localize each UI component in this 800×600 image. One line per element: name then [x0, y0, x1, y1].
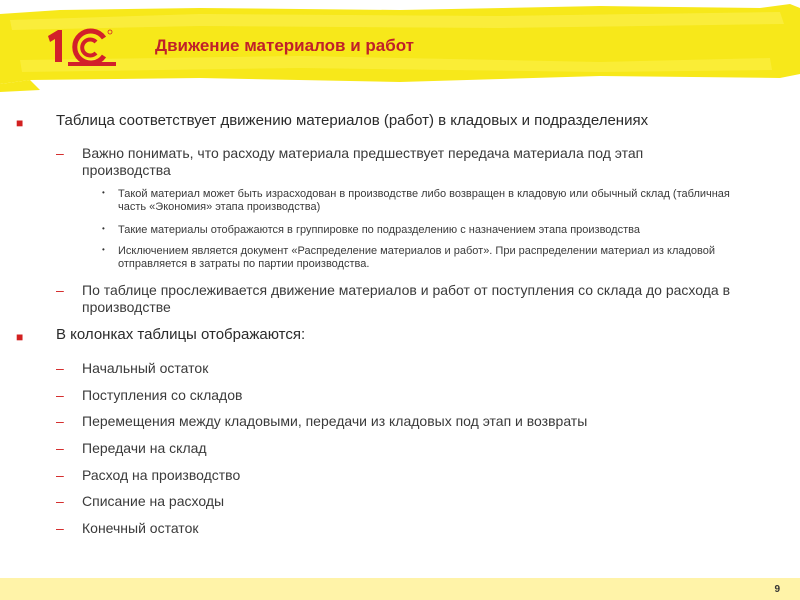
list-item-level1: В колонках таблицы отображаются:: [56, 326, 306, 343]
bullet-icon: –: [56, 282, 64, 298]
bullet-icon: ■: [16, 116, 24, 130]
bullet-icon: –: [56, 413, 64, 429]
footer-bar: [0, 578, 800, 600]
bullet-icon: •: [102, 188, 105, 197]
list-item-level3: Такие материалы отображаются в группировке по подразделению с назначением этапа производства: [118, 224, 640, 236]
list-item-level2: Расход на производство: [82, 467, 241, 483]
list-item-level2: Важно понимать, что расходу материала предшествует передача материала под этап производства: [82, 145, 644, 178]
bullet-icon: –: [56, 440, 64, 456]
list-item-level3: Такой материал может быть израсходован в производстве либо возвращен в кладовую или обычный склад (табличная часть «Экономия» этапа производства): [118, 188, 730, 214]
bullet-icon: –: [56, 520, 64, 536]
list-item-level2: Списание на расходы: [82, 493, 225, 509]
bullet-icon: ■: [16, 330, 24, 344]
list-item-level2: Поступления со складов: [82, 387, 243, 403]
bullet-icon: –: [56, 387, 64, 403]
list-item-level2: По таблице прослеживается движение материалов и работ от поступления со склада до расхода в производстве: [82, 282, 731, 315]
bullet-icon: –: [56, 467, 64, 483]
bullet-icon: •: [102, 224, 105, 233]
list-item-level2: Начальный остаток: [82, 360, 209, 376]
bullet-icon: –: [56, 360, 64, 376]
bullet-icon: –: [56, 145, 64, 161]
list-item-level2: Передачи на склад: [82, 440, 207, 456]
bullet-icon: –: [56, 493, 64, 509]
list-item-level2: Перемещения между кладовыми, передачи из кладовых под этап и возвраты: [82, 413, 588, 429]
list-item-level2: Конечный остаток: [82, 520, 199, 536]
slide-title: Движение материалов и работ: [155, 36, 415, 55]
list-item-level1: Таблица соответствует движению материалов (работ) в кладовых и подразделениях: [56, 112, 649, 129]
page-number: 9: [774, 584, 780, 595]
list-item-level3: Исключением является документ «Распределение материалов и работ». При распределении материал из кладовой отправляется в затраты по партии производства.: [118, 245, 716, 271]
bullet-icon: •: [102, 245, 105, 254]
